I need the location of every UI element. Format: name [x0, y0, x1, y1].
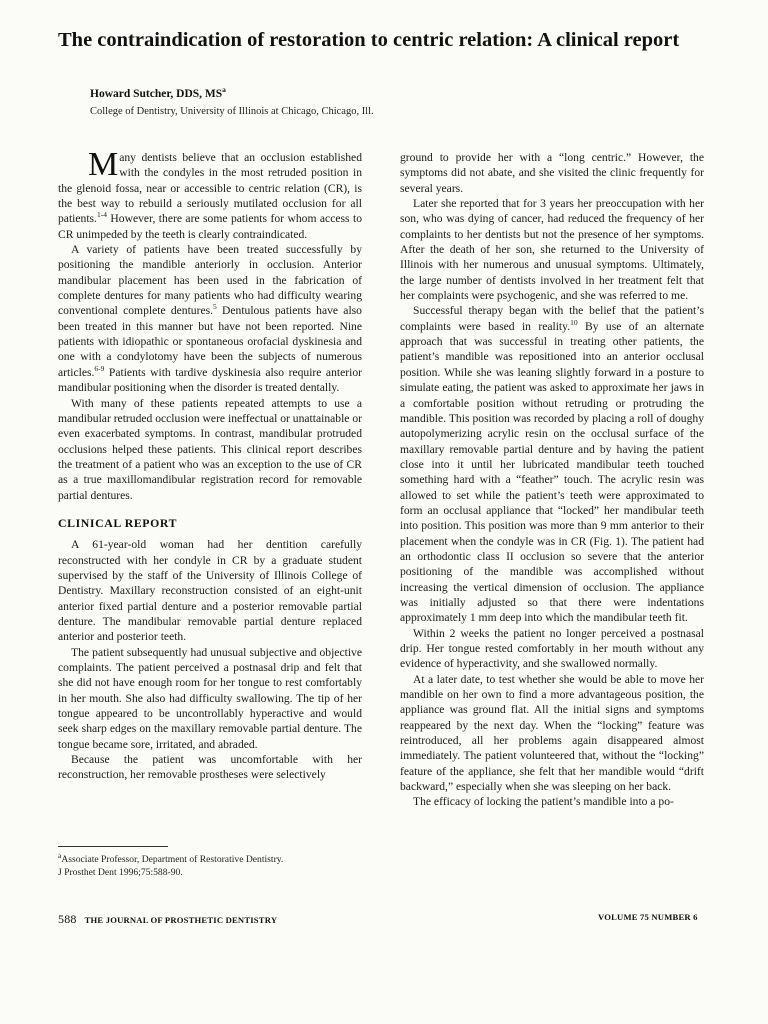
paragraph: ground to provide her with a “long centric.” However, the symptoms did not abate, and she visited the clinic frequently for several years.: [400, 151, 704, 195]
paragraph: Later she reported that for 3 years her preoccupation with her son, who was dying of cancer, had reduced the frequency of her complaints to her dentists but not the presence of her symptoms. After the death of her son, she returned to the University of Illinois with her numerous and unusual symptoms. Ultimately, the large number of dentists involved in her treatment felt that her complaints were psychogenic, and she was referred to me.: [400, 197, 704, 303]
paragraph: A 61-year-old woman had her dentition carefully reconstructed with her condyle in CR by a graduate student supervised by the staff of the University of Illinois College of Dentistry. Maxillary reconstruction consisted of an eight-unit anterior fixed partial denture and a posterior removable partial denture. The mandibular removable partial denture replaced anterior and posterior teeth.: [58, 538, 362, 644]
citation-ref: 6-9: [94, 363, 105, 373]
author-footnote-mark: a: [222, 85, 226, 95]
page-footer-left: [58, 912, 277, 927]
footnote-divider: [58, 846, 168, 847]
paragraph: Because the patient was uncomfortable with her reconstruction, her removable prostheses were selectively: [58, 753, 362, 782]
paragraph: Within 2 weeks the patient no longer perceived a postnasal drip. Her tongue rested comfortably in her mouth without any evidence of hyperactivity, and she swallowed normally.: [400, 626, 704, 671]
paragraph: At a later date, to test whether she would be able to move her mandible on her own to find a more advantageous position, the appliance was ground flat. All the initial signs and symptoms reappeared by the next day. When the “locking” feature was reintroduced, all her problems again disappeared almost immediately. The patient volunteered that, without the “locking” feature of the appliance, she felt that her mandible would “drift backward,” especially when she was sleeping on her back.: [400, 672, 704, 794]
left-column: [58, 146, 362, 783]
paragraph: A variety of patients have been treated successfully by positioning the mandible anteriorly in occlusion. Anterior mandibular placement has been used in the fabrication of complete dentures for many patients who had difficulty wearing conventional complete dentures.$^5$ Dentulous patients have also been treated in this manner but have not been reported. Nine patients with idiopathic or spontaneous orofacial dyskinesia and one with a condylotomy have been the subjects of numerous articles.$^{6-9}$ Patients with tardive dyskinesia also require anterior mandibular positioning when the disorder is treated dentally.: [58, 243, 362, 395]
author-name: Howard Sutcher, DDS, MS: [90, 88, 223, 100]
footnote: [58, 850, 358, 879]
journal-name: THE JOURNAL OF PROSTHETIC DENTISTRY: [84, 915, 278, 925]
citation-ref: 5: [213, 302, 217, 312]
page-footer-right: VOLUME 75 NUMBER 6: [598, 912, 698, 922]
drop-cap: M: [88, 146, 119, 183]
footnote-affiliation: Associate Professor, Department of Restorative Dentistry.: [61, 854, 284, 865]
paragraph: Successful therapy began with the belief that the patient’s complaints were based in reality.$^{10}$ By use of an alternate approach that was successful in treating other patients, the patient’s mandible was repositioned into an anterior occlusal position. While she was leaning slightly forward in a posture to simulate eating, the patient was asked to approximate her jaws in a comfortable position without retruding or protruding the mandible. This position was recorded by placing a roll of doughy autopolymerizing acrylic resin on the occlusal surface of the maxillary removable partial denture and by having the patient close into it until her lubricated mandibular teeth touched something hard with a “feather” touch. The acrylic resin was allowed to set while the patient’s teeth were approximated to form an occlusal appliance that “locked” her mandibular teeth into position. This position was more than 9 mm anterior to their placement when the condyle was in CR (Fig. 1). The patient had an orthodontic class II occlusion so severe that the anterior positioning of the mandible was accomplished without increasing the vertical dimension of occlusion. The appliance was initially adjusted so that there were indentations approximately 1 mm deep into which the mandibular teeth fit.: [400, 304, 705, 625]
right-column: [400, 150, 704, 810]
citation-ref: 10: [570, 317, 578, 327]
page-number: 588: [58, 912, 77, 926]
article-title: The contraindication of restoration to centric relation: A clinical report: [58, 29, 680, 51]
paragraph: The patient subsequently had unusual subjective and objective complaints. The patient perceived a postnasal drip and felt that she did not have enough room for her tongue to rest comfortably in her mouth. She also had difficulty swallowing. The tip of her tongue appeared to be uncontrollably hyperactive and would seek sharp edges on the maxillary removable partial denture. The tongue became sore, irritated, and abraded.: [58, 645, 362, 751]
citation-ref: 1-4: [96, 210, 107, 220]
footnote-citation: J Prosthet Dent 1996;75:588-90.: [58, 867, 183, 878]
paragraph: With many of these patients repeated attempts to use a mandibular retruded occlusion were ineffectual or unattainable or even exacerbated symptoms. In contrast, mandibular protruded occlusions helped these patients. This clinical report describes the treatment of a patient who was an exception to the use of CR as a true maxillomandibular registration record for removable partial dentures.: [58, 396, 362, 502]
section-heading: CLINICAL REPORT: [58, 515, 178, 530]
author-line: [90, 85, 226, 100]
footnote-mark: a: [58, 850, 62, 860]
paragraph: The efficacy of locking the patient’s mandible into a po-: [413, 795, 674, 809]
author-affiliation: College of Dentistry, University of Illinois at Chicago, Chicago, Ill.: [90, 106, 374, 117]
intro-paragraph: Many dentists believe that an occlusion established with the condyles in the most retruded position in the glenoid fossa, near or accessible to centric relation (CR), is the best way to rebuild a seriously mutilated occlusion for all patients.$^{1-4}$ However, there are some patients for whom access to CR unimpeded by the teeth is clearly contraindicated.: [58, 146, 362, 241]
